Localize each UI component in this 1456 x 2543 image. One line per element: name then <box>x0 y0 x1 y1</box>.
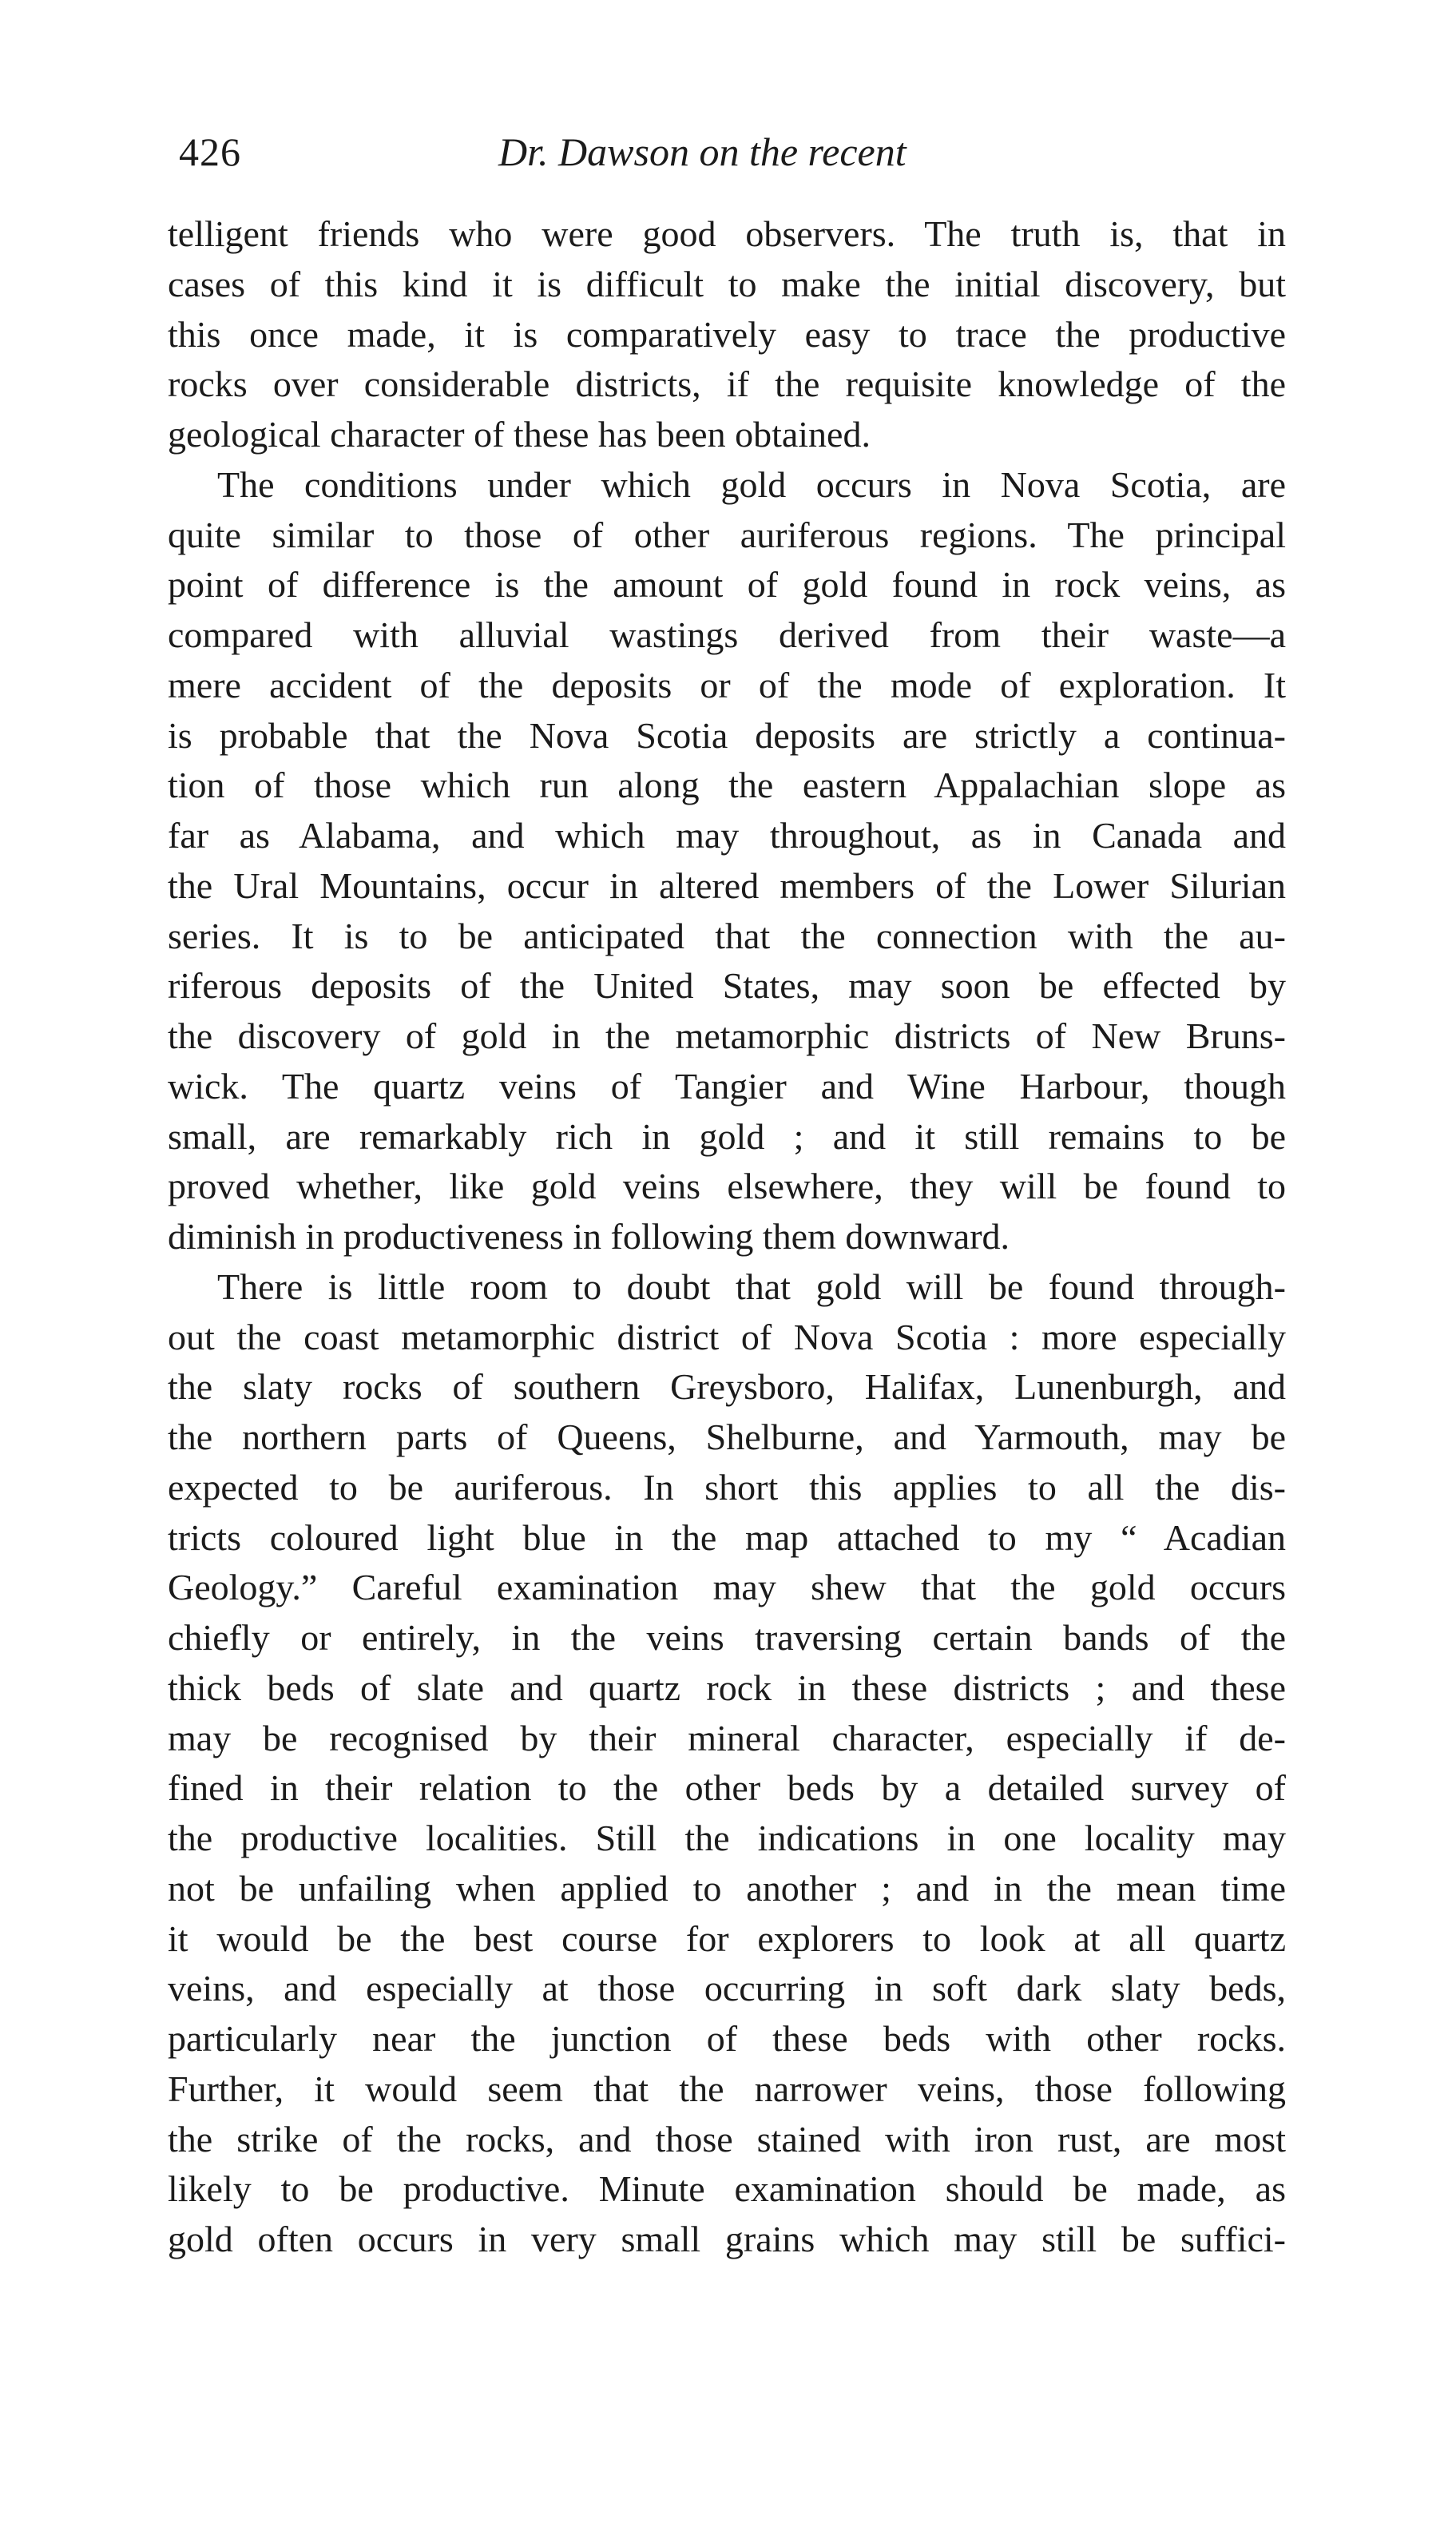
text-line: the productive localities. Still the indications in one locality may <box>168 1818 1286 1858</box>
text-line: the Ural Mountains, occur in altered members of the Lower Silurian <box>168 864 1286 906</box>
text-line: small, are remarkably rich in gold ; and it still remains to be <box>168 1115 1286 1157</box>
text-line: not be unfailing when applied to another ; and in the mean time <box>168 1867 1286 1909</box>
text-line: the discovery of gold in the metamorphic districts of New Bruns- <box>168 1015 1286 1056</box>
text-line: tricts coloured light blue in the map attached to my “ Acadian <box>168 1516 1286 1558</box>
text-line: diminish in productiveness in following them downward. <box>168 1216 1010 1257</box>
text-line: chiefly or entirely, in the veins traversing certain bands of the <box>168 1617 1286 1658</box>
text-line: thick beds of slate and quartz rock in these districts ; and these <box>168 1667 1286 1708</box>
text-line: proved whether, like gold veins elsewhere, they will be found to <box>168 1166 1286 1207</box>
text-line: veins, and especially at those occurring in soft dark slaty beds, <box>168 1968 1286 2009</box>
text-line: this once made, it is comparatively easy to trace the productive <box>168 313 1286 355</box>
text-line: compared with alluvial wastings derived from their waste—a <box>168 614 1286 655</box>
running-head: Dr. Dawson on the recent <box>498 129 907 174</box>
text-line: it would be the best course for explorers to look at all quartz <box>168 1917 1286 1959</box>
text-line: expected to be auriferous. In short this applies to all the dis- <box>168 1466 1286 1508</box>
text-line: wick. The quartz veins of Tangier and Wine Harbour, though <box>168 1065 1286 1107</box>
text-line: the strike of the rocks, and those stained with iron rust, are most <box>168 2118 1286 2160</box>
text-line: riferous deposits of the United States, may soon be effected by <box>168 965 1286 1007</box>
text-line: out the coast metamorphic district of Nova Scotia : more especially <box>168 1316 1286 1357</box>
text-line: telligent friends who were good observers. The truth is, that in <box>168 213 1286 254</box>
text-line: quite similar to those of other auriferous regions. The principal <box>168 514 1286 555</box>
text-line: Further, it would seem that the narrower veins, those following <box>168 2068 1286 2109</box>
text-line: series. It is to be anticipated that the connection with the au- <box>168 915 1286 956</box>
text-line: Geology.” Careful examination may shew that the gold occurs <box>168 1567 1286 1608</box>
text-line: cases of this kind it is difficult to make the initial discovery, but <box>168 263 1286 304</box>
page-number: 426 <box>179 129 241 174</box>
text-line: rocks over considerable districts, if the requisite knowledge of the <box>168 364 1286 405</box>
text-line: The conditions under which gold occurs in Nova Scotia, are <box>217 463 1286 505</box>
page-header <box>179 120 1281 184</box>
text-line: geological character of these has been obtained. <box>168 414 871 455</box>
text-line: mere accident of the deposits or of the mode of exploration. It <box>168 664 1286 705</box>
text-line: the slaty rocks of southern Greysboro, Halifax, Lunenburgh, and <box>168 1366 1286 1408</box>
text-line: far as Alabama, and which may throughout, as in Canada and <box>168 815 1286 856</box>
text-line: tion of those which run along the eastern Appalachian slope as <box>168 765 1286 806</box>
text-line: likely to be productive. Minute examination should be made, as <box>168 2168 1286 2210</box>
text-line: There is little room to doubt that gold will be found through- <box>217 1266 1286 1307</box>
text-line: may be recognised by their mineral character, especially if de- <box>168 1717 1286 1758</box>
text-line: point of difference is the amount of gold found in rock veins, as <box>168 564 1286 606</box>
text-line: the northern parts of Queens, Shelburne, and Yarmouth, may be <box>168 1417 1286 1457</box>
text-line: particularly near the junction of these beds with other rocks. <box>168 2018 1286 2059</box>
body-text <box>168 209 1286 2265</box>
text-line: is probable that the Nova Scotia deposits are strictly a continua- <box>168 714 1286 756</box>
text-line: fined in their relation to the other beds by a detailed survey of <box>168 1767 1286 1809</box>
text-line: gold often occurs in very small grains which may still be suffici- <box>168 2219 1286 2259</box>
